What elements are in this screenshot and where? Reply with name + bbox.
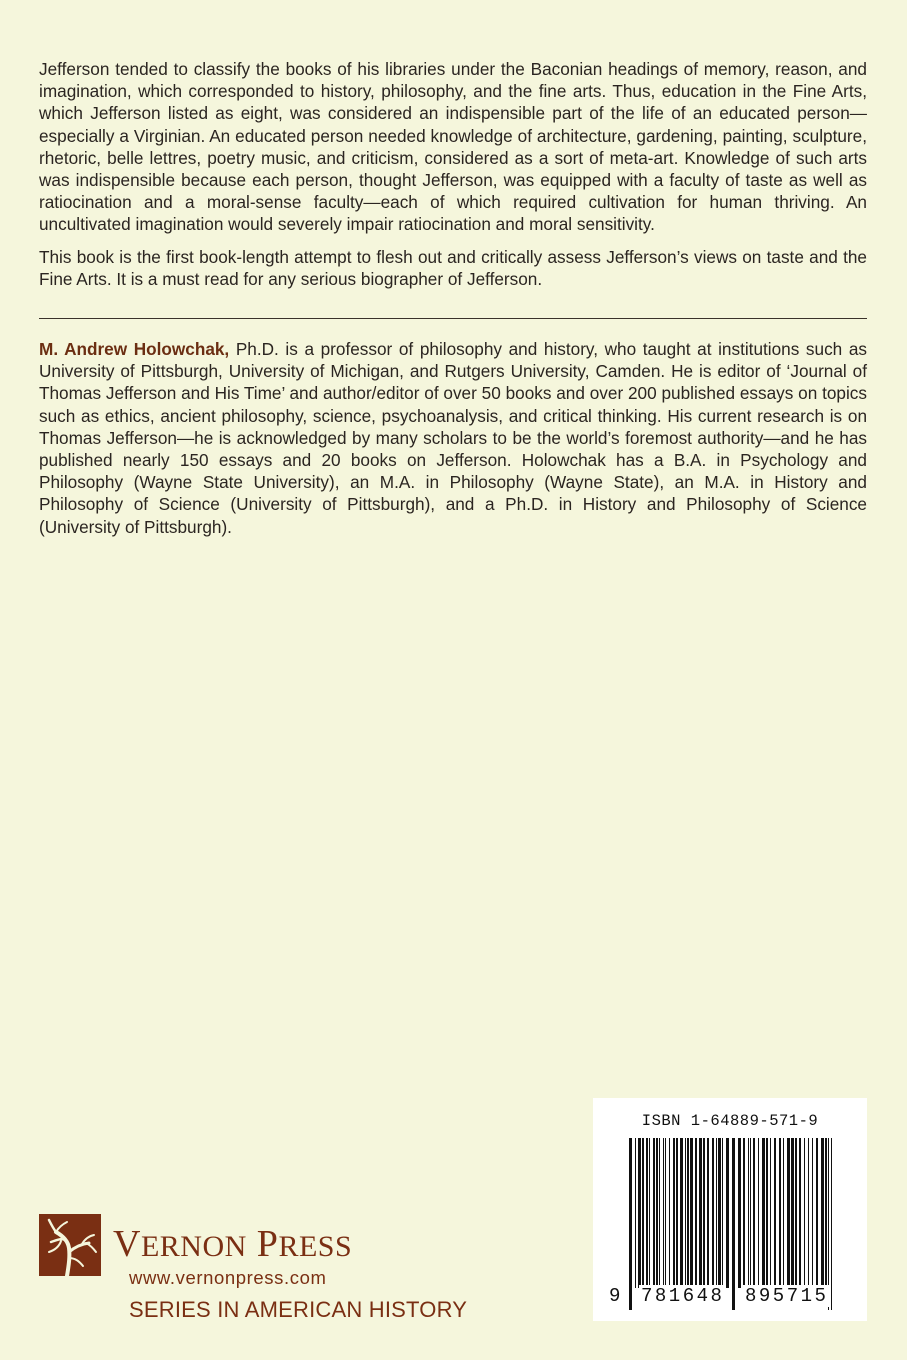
barcode-bar xyxy=(799,1138,801,1288)
barcode-bar xyxy=(804,1138,805,1288)
barcode-bar xyxy=(779,1138,781,1288)
barcode-bar xyxy=(656,1138,658,1288)
barcode-bar xyxy=(732,1138,735,1310)
author-bio-text: Ph.D. is a professor of philosophy and history, who taught at institutions such as University of Pittsburgh, University of Michigan, and Rutgers University, Camden. He is editor of ‘Journal of Thomas Jefferson and His Time’ and author/editor of over 50 books and over 200 published essays on topics such as ethics, ancient philosophy, science, psychoanalysis, and critical thinking. His current research is on Thomas Jefferson—he is acknowledged by many scholars to be the world’s foremost authority—and he has published nearly 150 essays and 20 books on Jefferson. Holowchak has a B.A. in Psychology and Philosophy (Wayne State University), an M.A. in Philosophy (Wayne State), an M.A. in History and Philosophy of Science (University of Pittsburgh), and a Ph.D. in History and Philosophy of Science (University of Pittsburgh). xyxy=(39,339,867,537)
series-name: SERIES IN AMERICAN HISTORY xyxy=(129,1297,468,1322)
barcode-bar xyxy=(738,1138,741,1288)
barcode-bar xyxy=(638,1138,641,1288)
publisher-name-ernon: ERNON xyxy=(140,1230,247,1263)
publisher-name-v: V xyxy=(113,1223,141,1265)
barcode-bar xyxy=(825,1138,827,1288)
barcode-bar xyxy=(687,1138,689,1288)
tree-logo-graphic xyxy=(39,1214,101,1276)
barcode-bar xyxy=(653,1138,655,1288)
barcode-bar xyxy=(659,1138,660,1288)
barcode-bar xyxy=(758,1138,759,1288)
isbn-label: ISBN 1-64889-571-9 xyxy=(641,1112,819,1130)
book-description xyxy=(39,58,867,300)
barcode-bar xyxy=(791,1138,794,1288)
barcode-bar xyxy=(665,1138,666,1288)
publisher-name-ress: RESS xyxy=(278,1230,353,1263)
barcode-bar xyxy=(712,1138,714,1288)
divider xyxy=(39,318,867,319)
barcode-bar xyxy=(770,1138,771,1288)
barcode-digits-right: 895715 xyxy=(745,1285,829,1307)
barcode-bar xyxy=(703,1138,705,1288)
publisher-website: www.vernonpress.com xyxy=(129,1267,327,1288)
barcode-bar xyxy=(812,1138,813,1288)
barcode-bar xyxy=(821,1138,824,1288)
barcode-bar xyxy=(718,1138,721,1288)
barcode-bar xyxy=(629,1138,632,1310)
barcode-bar xyxy=(676,1138,678,1288)
barcode-bar xyxy=(690,1138,693,1288)
barcode-bar xyxy=(685,1138,686,1288)
barcode-bar xyxy=(635,1138,636,1288)
barcode-digit-first: 9 xyxy=(609,1285,621,1307)
author-bio xyxy=(39,338,867,538)
barcode-bar xyxy=(753,1138,755,1288)
tree-icon xyxy=(39,1214,101,1276)
barcode-bar xyxy=(663,1138,664,1288)
barcode-bar xyxy=(762,1138,765,1288)
barcode-bar xyxy=(783,1138,784,1288)
barcode-bar xyxy=(795,1138,797,1288)
barcode-bar xyxy=(649,1138,650,1288)
barcode-bar xyxy=(787,1138,790,1288)
barcode-bar xyxy=(716,1138,717,1288)
barcode-bar xyxy=(669,1138,670,1288)
barcode-bar xyxy=(695,1138,697,1288)
barcode-bar xyxy=(642,1138,644,1288)
barcode-bar xyxy=(743,1138,745,1288)
barcode-bar xyxy=(726,1138,729,1288)
barcode-bar xyxy=(699,1138,702,1288)
description-paragraph-2: This book is the first book-length attempt to flesh out and critically assess Jefferson’s views on taste and the Fine Arts. It is a must read for any serious biographer of Jefferson. xyxy=(39,246,867,289)
barcode-bar xyxy=(707,1138,709,1288)
barcode-bar xyxy=(646,1138,648,1288)
publisher-name xyxy=(113,1222,352,1269)
barcode-bar xyxy=(831,1138,832,1310)
publisher-name-p: P xyxy=(256,1223,279,1265)
barcode-bar xyxy=(673,1138,675,1288)
barcode-bar xyxy=(816,1138,818,1288)
barcode-bar xyxy=(774,1138,776,1288)
barcode-bar xyxy=(766,1138,768,1288)
description-paragraph-1: Jefferson tended to classify the books of his libraries under the Baconian headings of memory, reason, and imagination, which corresponded to history, philosophy, and the fine arts. Thus, education in the Fine Arts, which Jefferson listed as eight, was considered an indispensible part of the life of an educated person—especially a Virginian. An educated person needed knowledge of architecture, gardening, painting, sculpture, rhetoric, belle lettres, poetry music, and criticism, considered as a sort of meta-art. Knowledge of such arts was indispensible because each person, thought Jefferson, was equipped with a faculty of taste as well as ratiocination and a moral-sense faculty—each of which required cultivation for human thriving. An uncultivated imagination would severely impair ratiocination and moral sensitivity. xyxy=(39,59,867,235)
author-name: M. Andrew Holowchak, xyxy=(39,339,230,359)
barcode-bar xyxy=(750,1138,751,1288)
barcode-bar xyxy=(680,1138,683,1288)
barcode-bar xyxy=(808,1138,809,1288)
barcode-digits-left: 781648 xyxy=(641,1285,725,1307)
isbn-barcode xyxy=(593,1098,867,1321)
barcode-bar xyxy=(748,1138,749,1288)
barcode-bar xyxy=(722,1138,723,1288)
